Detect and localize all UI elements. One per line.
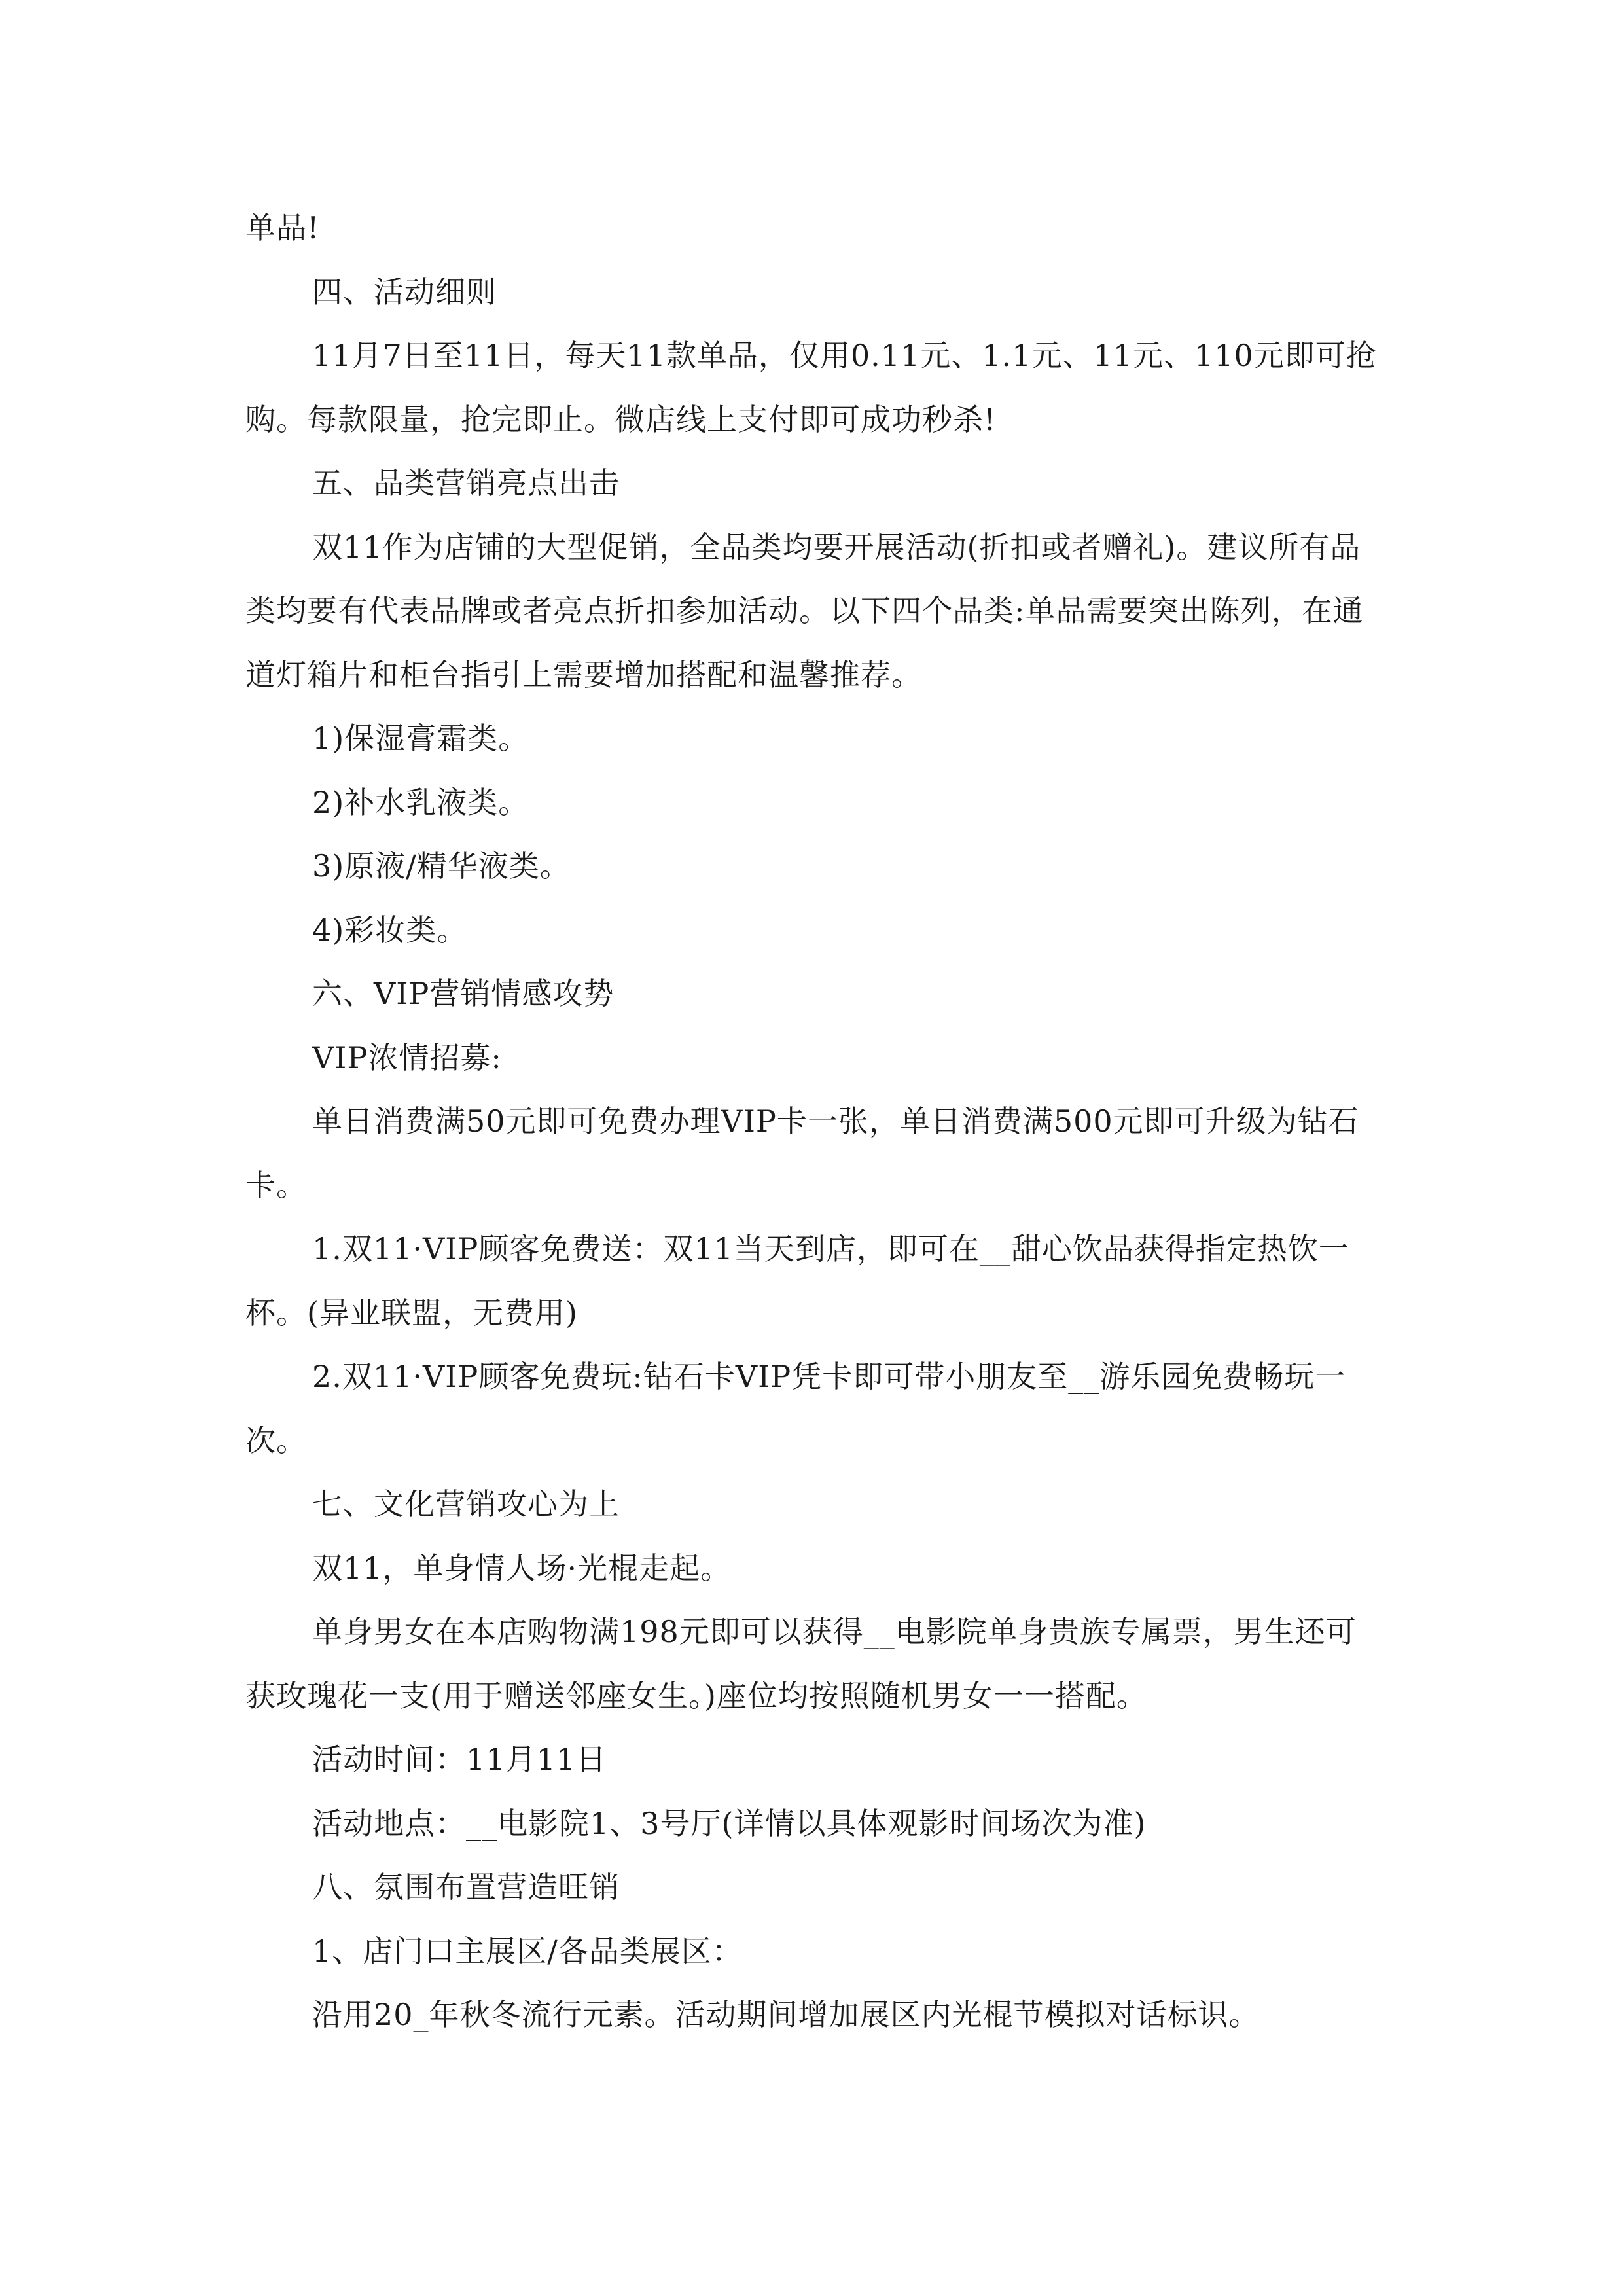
paragraph: 11月7日至11日，每天11款单品，仅用0.11元、1.1元、11元、110元即可抢购。每款限量，抢完即止。微店线上支付即可成功秒杀! <box>245 338 1377 437</box>
paragraph: 活动时间：11月11日 <box>312 1742 607 1777</box>
paragraph: VIP浓情招募: <box>312 1039 502 1075</box>
paragraph: 2.双11·VIP顾客免费玩:钻石卡VIP凭卡即可带小朋友至__游乐园免费畅玩一次。 <box>245 1359 1346 1458</box>
list-item: 3)原液/精华液类。 <box>312 848 571 884</box>
paragraph: 单品! <box>245 210 320 245</box>
section-heading: 四、活动细则 <box>312 274 497 310</box>
paragraph: 活动地点：__电影院1、3号厅(详情以具体观影时间场次为准) <box>312 1805 1147 1841</box>
list-item: 4)彩妆类。 <box>312 912 468 948</box>
document-page <box>245 196 1378 2047</box>
paragraph: 1、店门口主展区/各品类展区： <box>312 1933 743 1969</box>
section-heading: 八、氛围布置营造旺销 <box>312 1869 620 1905</box>
list-item: 2)补水乳液类。 <box>312 784 529 820</box>
paragraph: 单日消费满50元即可免费办理VIP卡一张，单日消费满500元即可升级为钻石卡。 <box>245 1103 1359 1203</box>
paragraph: 沿用20_年秋冬流行元素。活动期间增加展区内光棍节模拟对话标识。 <box>312 1997 1260 2032</box>
section-heading: 五、品类营销亮点出击 <box>312 465 620 501</box>
section-heading: 七、文化营销攻心为上 <box>312 1486 620 1522</box>
paragraph: 单身男女在本店购物满198元即可以获得__电影院单身贵族专属票，男生还可获玫瑰花一支(用于赠送邻座女生。)座位均按照随机男女一一搭配。 <box>245 1614 1357 1713</box>
paragraph: 1.双11·VIP顾客免费送：双11当天到店，即可在__甜心饮品获得指定热饮一杯。(异业联盟，无费用) <box>245 1231 1349 1331</box>
paragraph: 双11，单身情人场·光棍走起。 <box>312 1550 732 1586</box>
section-heading: 六、VIP营销情感攻势 <box>312 976 615 1011</box>
paragraph: 双11作为店铺的大型促销，全品类均要开展活动(折扣或者赠礼)。建议所有品类均要有代表品牌或者亮点折扣参加活动。以下四个品类:单品需要突出陈列，在通道灯箱片和柜台指引上需要增加搭配和温馨推荐。 <box>245 529 1364 692</box>
list-item: 1)保湿膏霜类。 <box>312 721 529 756</box>
